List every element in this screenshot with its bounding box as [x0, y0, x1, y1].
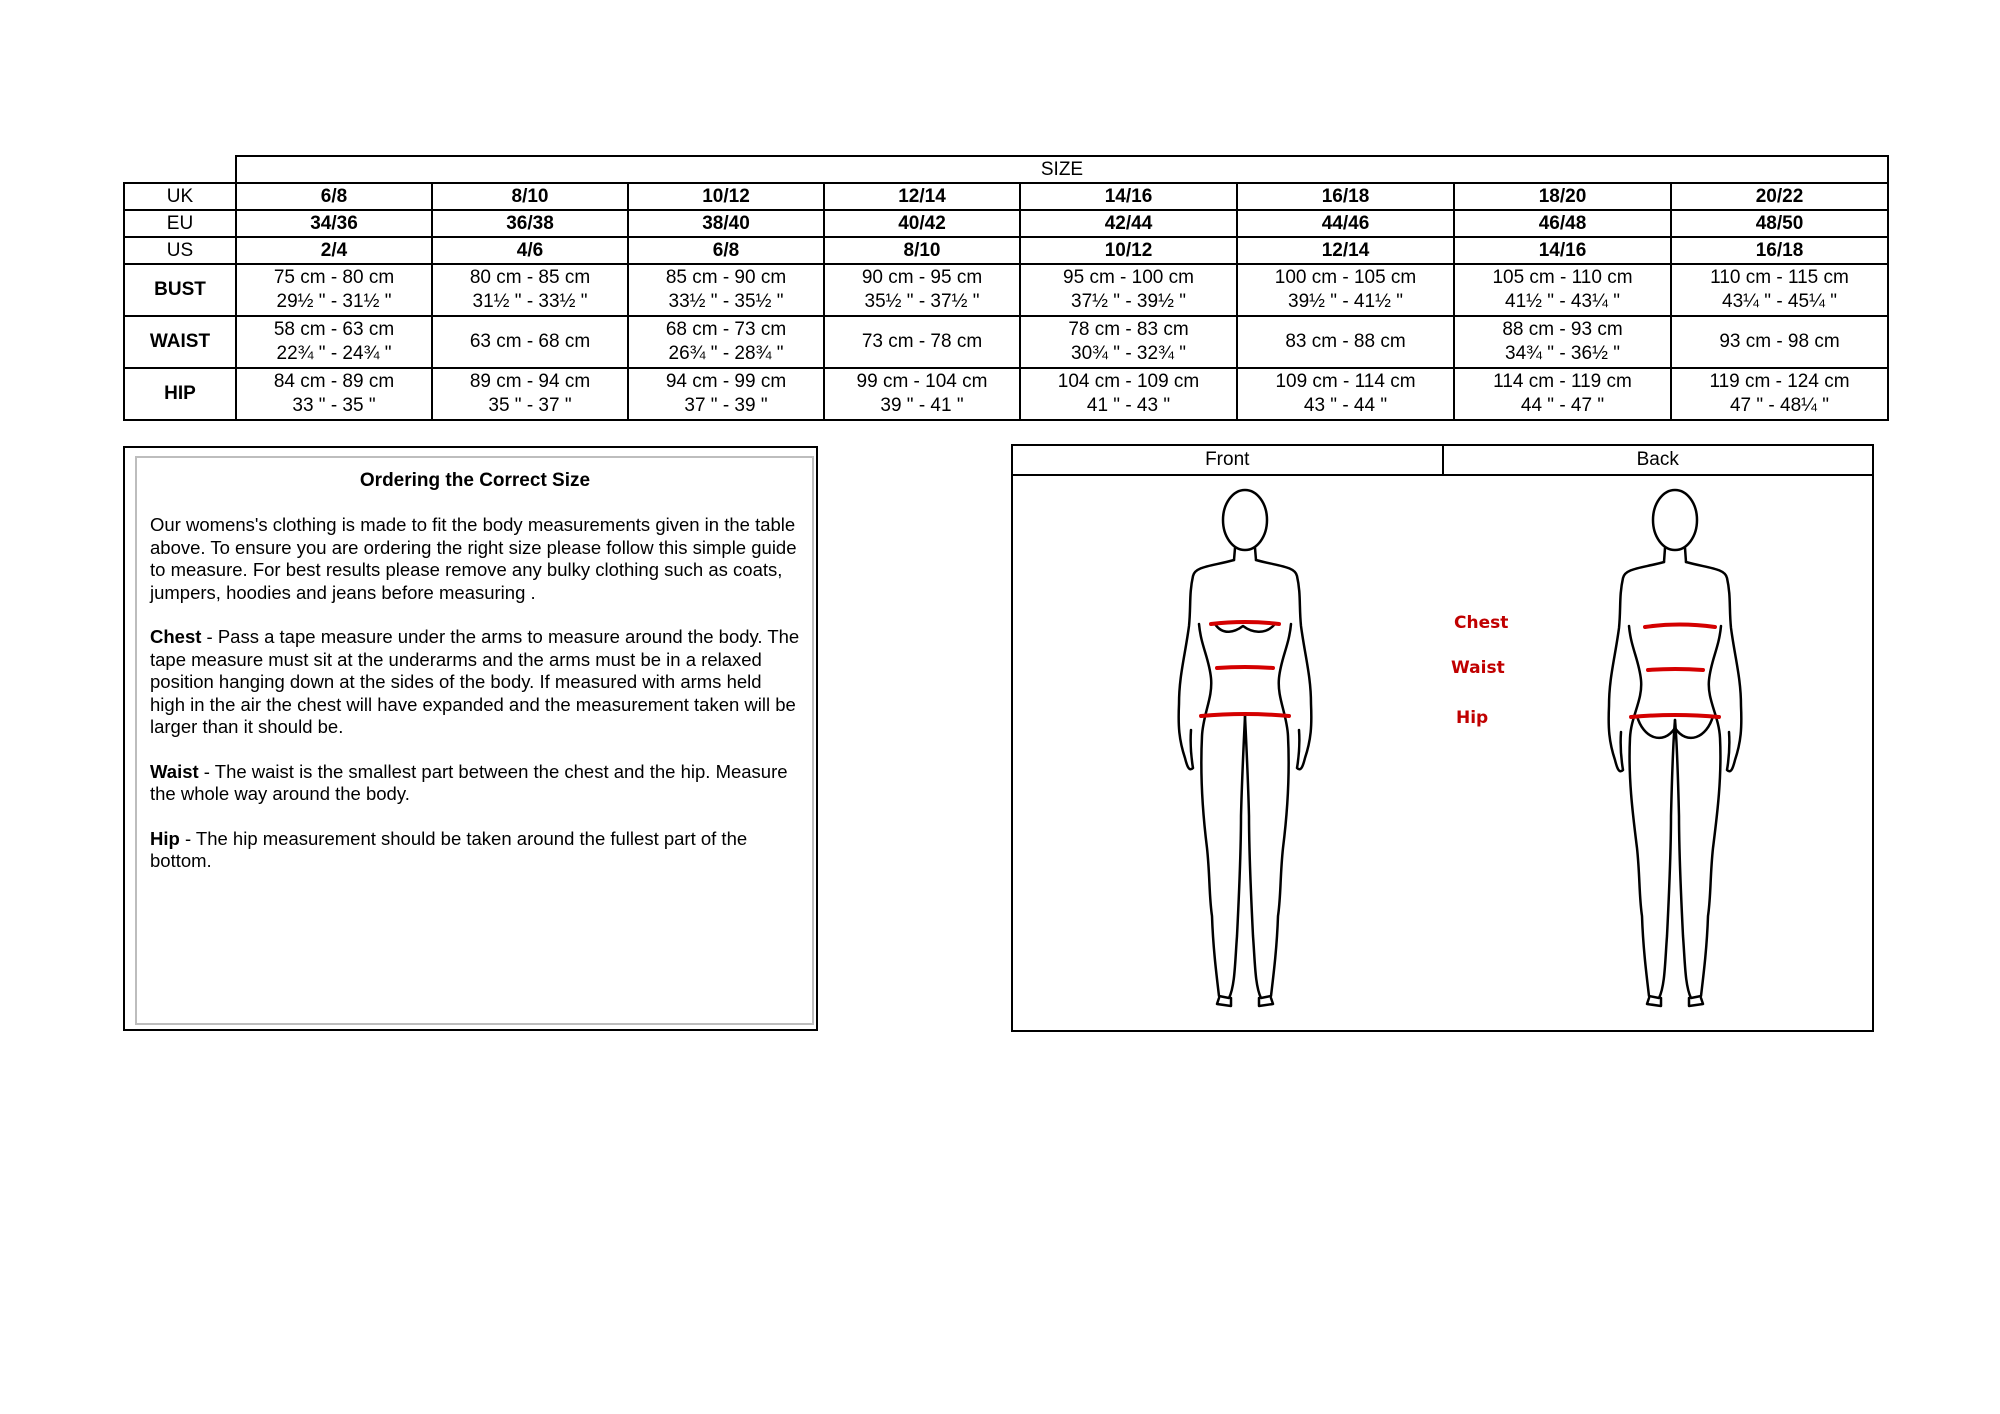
imperial-value: 26¾ " - 28¾ " — [668, 343, 784, 364]
size-code-cell: 6/8 — [628, 237, 824, 264]
measurement-cell — [236, 316, 432, 368]
measurement-cell — [236, 368, 432, 420]
size-code-cell: 10/12 — [1020, 237, 1237, 264]
size-code-cell: 16/18 — [1671, 237, 1888, 264]
metric-value: 99 cm - 104 cm — [856, 371, 988, 392]
guide-intro: Our womens's clothing is made to fit the body measurements given in the table above. To ensure you are ordering the right size please follow this simple guide to measure. For best results please remove any bulky clothing such as coats, jumpers, hoodies and jeans before measuring . — [150, 514, 797, 603]
figure-header — [1013, 446, 1872, 476]
measurement-cell — [1671, 368, 1888, 420]
metric-value: 68 cm - 73 cm — [665, 319, 787, 340]
measurement-row-waist — [124, 316, 1888, 368]
size-code-cell: 14/16 — [1454, 237, 1671, 264]
body-diagram — [1013, 476, 1872, 1030]
imperial-value: 34¾ " - 36½ " — [1505, 343, 1620, 364]
imperial-value: 44 " - 47 " — [1520, 395, 1605, 416]
size-code-cell: 2/4 — [236, 237, 432, 264]
size-chart-table — [123, 155, 1889, 421]
front-body-outline — [1179, 490, 1312, 1006]
metric-value: 58 cm - 63 cm — [273, 319, 395, 340]
measurement-label: HIP — [124, 368, 236, 420]
back-body-outline — [1609, 490, 1742, 1006]
metric-value: 85 cm - 90 cm — [665, 267, 787, 288]
measurement-cell — [824, 316, 1020, 368]
guide-title: Ordering the Correct Size — [359, 470, 591, 491]
front-hip-band — [1201, 714, 1289, 716]
imperial-value: 31½ " - 33½ " — [472, 291, 588, 312]
metric-value: 84 cm - 89 cm — [273, 371, 395, 392]
measurement-cell — [1020, 316, 1237, 368]
front-measurement-bands — [1201, 622, 1289, 716]
imperial-value: 37 " - 39 " — [684, 395, 768, 416]
size-guide-inner — [135, 456, 814, 1025]
size-code-cell: 16/18 — [1237, 183, 1454, 210]
measurement-cell — [432, 264, 628, 316]
imperial-value: 30¾ " - 32¾ " — [1071, 343, 1186, 364]
measurement-row-hip — [124, 368, 1888, 420]
measurement-cell — [824, 264, 1020, 316]
front-waist-band — [1217, 667, 1273, 668]
imperial-value: 41 " - 43 " — [1086, 395, 1171, 416]
metric-value: 73 cm - 78 cm — [861, 331, 983, 352]
size-header-row — [124, 156, 1888, 183]
measurement-cell — [236, 264, 432, 316]
size-system-row-eu — [124, 210, 1888, 237]
measurement-label: WAIST — [124, 316, 236, 368]
measurement-cell — [432, 368, 628, 420]
measurement-cell — [628, 264, 824, 316]
size-code-cell: 42/44 — [1020, 210, 1237, 237]
metric-value: 78 cm - 83 cm — [1068, 319, 1189, 340]
metric-value: 90 cm - 95 cm — [861, 267, 983, 288]
back-waist-band — [1648, 669, 1703, 670]
size-code-cell: 34/36 — [236, 210, 432, 237]
measurement-cell — [432, 316, 628, 368]
imperial-value: 43¼ " - 45¼ " — [1722, 291, 1837, 312]
size-header-cell: SIZE — [236, 156, 1888, 183]
size-code-cell: 36/38 — [432, 210, 628, 237]
front-chest-band — [1211, 622, 1279, 624]
measurement-cell — [1671, 264, 1888, 316]
imperial-value: 43 " - 44 " — [1303, 395, 1388, 416]
size-system-label: US — [124, 237, 236, 264]
metric-value: 109 cm - 114 cm — [1275, 371, 1416, 392]
hip-marker-label: Hip — [1456, 708, 1489, 728]
back-label: Back — [1442, 446, 1873, 474]
guide-chest-paragraph — [150, 626, 800, 739]
hip-term: Hip — [150, 827, 180, 849]
imperial-value: 39 " - 41 " — [880, 395, 964, 416]
imperial-value: 22¾ " - 24¾ " — [276, 343, 392, 364]
metric-value: 88 cm - 93 cm — [1502, 319, 1623, 340]
size-code-cell: 10/12 — [628, 183, 824, 210]
measurement-cell — [1237, 316, 1454, 368]
measurement-cell — [628, 368, 824, 420]
measurement-cell — [1454, 368, 1671, 420]
measurement-figure-panel — [1011, 444, 1874, 1032]
metric-value: 94 cm - 99 cm — [665, 371, 787, 392]
metric-value: 110 cm - 115 cm — [1710, 267, 1849, 288]
metric-value: 119 cm - 124 cm — [1709, 371, 1850, 392]
measurement-cell — [628, 316, 824, 368]
hip-text: - The hip measurement should be taken around the fullest part of the bottom. — [150, 827, 748, 871]
size-code-cell: 18/20 — [1454, 183, 1671, 210]
imperial-value: 35½ " - 37½ " — [864, 291, 980, 312]
size-system-label: UK — [124, 183, 236, 210]
metric-value: 114 cm - 119 cm — [1493, 371, 1632, 392]
measurement-cell — [1454, 264, 1671, 316]
imperial-value: 33½ " - 35½ " — [668, 291, 784, 312]
metric-value: 83 cm - 88 cm — [1285, 331, 1406, 352]
size-code-cell: 14/16 — [1020, 183, 1237, 210]
waist-term: Waist — [150, 760, 199, 782]
size-code-cell: 48/50 — [1671, 210, 1888, 237]
imperial-value: 33 " - 35 " — [292, 395, 376, 416]
front-label: Front — [1205, 449, 1250, 470]
metric-value: 93 cm - 98 cm — [1719, 331, 1840, 352]
metric-value: 89 cm - 94 cm — [469, 371, 591, 392]
blank-corner-cell — [124, 156, 236, 183]
measurement-label: BUST — [124, 264, 236, 316]
size-code-cell: 12/14 — [1237, 237, 1454, 264]
metric-value: 100 cm - 105 cm — [1274, 267, 1417, 288]
waist-text: - The waist is the smallest part between the chest and the hip. Measure the whole way around the body. — [150, 760, 788, 804]
measurement-cell — [1454, 316, 1671, 368]
size-system-label: EU — [124, 210, 236, 237]
chest-marker-label: Chest — [1454, 613, 1509, 633]
chest-term: Chest — [150, 626, 202, 647]
size-code-cell: 40/42 — [824, 210, 1020, 237]
size-system-row-uk — [124, 183, 1888, 210]
measurement-row-bust — [124, 264, 1888, 316]
imperial-value: 47 " - 48¼ " — [1729, 395, 1830, 416]
imperial-value: 35 " - 37 " — [488, 395, 572, 416]
chest-text: - Pass a tape measure under the arms to measure around the body. The tape measure must sit at the underarms and the arms must be in a relaxed position hanging down at the sides of the body. If measured with arms held high in the air the chest will have expanded and the measurement taken will be larger than it should be. — [150, 626, 800, 737]
size-code-cell: 4/6 — [432, 237, 628, 264]
back-measurement-bands — [1631, 625, 1719, 718]
size-code-cell: 8/10 — [432, 183, 628, 210]
waist-marker-label: Waist — [1451, 658, 1505, 678]
back-hip-band — [1631, 715, 1719, 717]
imperial-value: 41½ " - 43¼ " — [1505, 291, 1620, 312]
imperial-value: 37½ " - 39½ " — [1071, 291, 1186, 312]
measurement-cell — [1237, 368, 1454, 420]
imperial-value: 39½ " - 41½ " — [1288, 291, 1403, 312]
imperial-value: 29½ " - 31½ " — [276, 291, 392, 312]
size-code-cell: 44/46 — [1237, 210, 1454, 237]
size-guide-box — [123, 446, 818, 1031]
size-code-cell: 20/22 — [1671, 183, 1888, 210]
measurement-cell — [824, 368, 1020, 420]
size-system-row-us — [124, 237, 1888, 264]
metric-value: 75 cm - 80 cm — [273, 267, 395, 288]
metric-value: 104 cm - 109 cm — [1057, 371, 1200, 392]
size-code-cell: 38/40 — [628, 210, 824, 237]
metric-value: 95 cm - 100 cm — [1063, 267, 1194, 288]
size-code-cell: 46/48 — [1454, 210, 1671, 237]
measurement-cell — [1237, 264, 1454, 316]
measurement-cell — [1020, 368, 1237, 420]
guide-waist-paragraph — [150, 761, 800, 806]
metric-value: 63 cm - 68 cm — [469, 331, 591, 352]
size-code-cell: 6/8 — [236, 183, 432, 210]
metric-value: 80 cm - 85 cm — [469, 267, 591, 288]
measurement-cell — [1020, 264, 1237, 316]
metric-value: 105 cm - 110 cm — [1492, 267, 1633, 288]
guide-hip-paragraph — [150, 828, 800, 873]
size-code-cell: 8/10 — [824, 237, 1020, 264]
back-chest-band — [1645, 625, 1715, 628]
measurement-cell — [1671, 316, 1888, 368]
size-code-cell: 12/14 — [824, 183, 1020, 210]
